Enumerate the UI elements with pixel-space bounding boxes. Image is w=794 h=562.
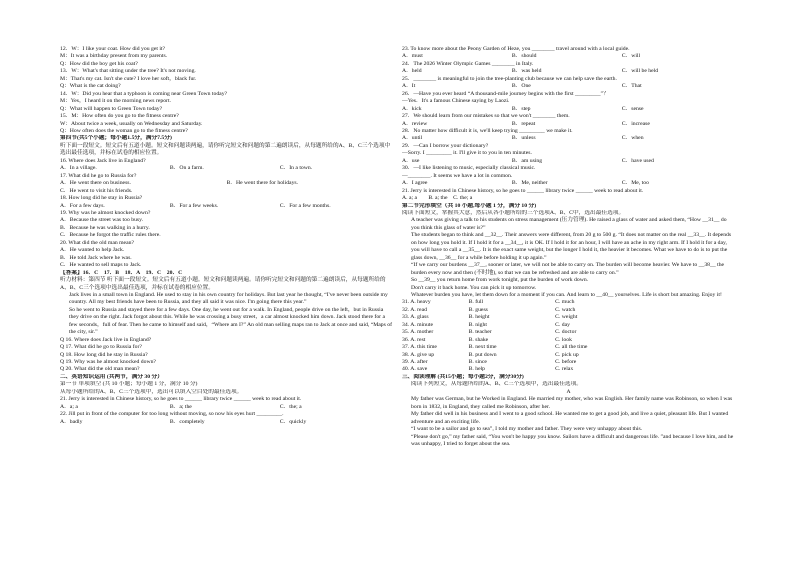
right-line-43: My father did well in his business and I went to a good school. He wanted me to get a good job, and live a quiet, pleasant life. But I wanted adventure and an exciting life. — [411, 411, 729, 425]
option-text: 37. A. this time — [402, 344, 437, 351]
left-line-41: 21. Jerry is interested in Chinese history, so he goes to ______ library twice ______ week to read about it. — [60, 396, 302, 403]
option-text: C．will — [621, 53, 641, 60]
left-line-34: Q 17. What did he go to Russia for? — [60, 344, 142, 351]
left-line-9: 15．M：How often do you go to the fitness centre? — [60, 113, 179, 120]
right-options-10 — [402, 121, 735, 128]
left-line-2: Q：How did the boy get his coat? — [60, 60, 138, 67]
right-line-2: 24．The 2026 Winter Olympic Games ________ in Italy. — [402, 60, 534, 67]
right-line-23: A teacher was giving a talk to his students on stress management (压力管理). He raised a glass of water and asked them, “How __31__ do you think this glass of water is?” — [411, 217, 727, 231]
right-options-5 — [402, 83, 735, 90]
left-line-28: C．He wanted to sell maps to Jack. — [60, 262, 142, 269]
option-text: C．quickly — [279, 418, 307, 425]
option-text: B. put down — [468, 351, 497, 358]
left-line-0: 12．W：I like your coat. How did you get it? — [60, 46, 166, 52]
option-text: B．On a farm. — [169, 165, 204, 172]
right-line-4: 25．________ is meaningful to join the tree-planting club because we can help save the earth. — [402, 75, 617, 82]
left-line-35: Q 18. How long did he stay in Russia? — [60, 351, 148, 358]
option-text: C．sense — [621, 105, 644, 112]
left-line-23: B．Because he was walking in a hurry. — [60, 224, 150, 231]
option-text: C. all the time — [555, 344, 588, 351]
right-line-40: 阅读下列短文，从每题所给的A、B、C三个选项中，选出最佳选项。 — [411, 381, 582, 388]
option-text: C. much — [555, 299, 575, 306]
option-text: C．when — [621, 135, 644, 142]
option-text: B. next time — [468, 344, 497, 351]
option-text: A．He went there on business. — [60, 180, 131, 187]
option-text: B．step — [511, 105, 531, 112]
left-line-21: 19. Why was he almost knocked down? — [60, 209, 151, 216]
right-line-45: “Please don't go,” my father said, “You won't be happy you know. Sailors have a difficult and dangerous life. ”and because I love him, and he was unhappy, I tried to forget about the sea. — [411, 433, 734, 448]
option-text: B．completely — [169, 418, 205, 425]
right-line-28: Whatever burden you have, let them down for a moment if you can. And learn to __40__ yourselves. Life is short but amazing. Enjoy it! — [411, 291, 722, 298]
left-line-10: W：About twice a week, usually on Wednesday and Saturday. — [60, 120, 203, 127]
left-line-33: Q 16. Where does Jack live in England? — [60, 336, 152, 343]
right-line-21: 第二节完形填空（共 10 小题,每小题 1 分，满分 10 分) — [402, 202, 537, 209]
right-options-29 — [402, 299, 735, 306]
left-line-31: Jack lives in a small town in England. He used to stay in his own country for holidays. But last year he thought, “I've never been outside my country. All my best friends have been to Russia, and they all said it was nice. I'm going there this year.” — [69, 291, 388, 306]
option-text: B. teacher — [468, 329, 492, 336]
right-line-20: A. a; a B. a; the C. the; a — [402, 195, 473, 202]
right-line-39: 三、阅读理解 (共15小题；每小题2分，满分30分) — [402, 373, 524, 380]
right-line-6: 26．—Have you ever heard “A thousand-mile journey begins with the first _________”？ — [402, 90, 609, 97]
option-text: C. look — [555, 336, 572, 343]
left-line-13: 听下面一段短文。短文后有五道小题。短文和问题读两遍，请你听完短文和问题的第二遍朗读后，从每题所给的A、B、C三个选项中选出最佳选项，并标在试卷的相应位置。 — [60, 142, 391, 157]
option-text: A．until — [402, 135, 423, 142]
left-line-22: A．Because the street was too busy. — [60, 217, 144, 224]
right-options-31 — [402, 314, 735, 321]
option-text: B．Me, neither — [511, 180, 548, 187]
right-line-24: The students began to think and __32__. Their answers were different, from 20 g to 500 g. “It does not matter on the real __33__. It depends on how long you hold it. If I hold it for a __34__, it is OK. If I hold it for an hour, I will have an ache in my right arm. If I hold it for a day, you will have to call a __35__. It is the exact same weight, but the longer I hold it, the heavier it becomes. What we have to do is to put the glass down, __36__ for a while before holding it up again.” — [411, 232, 732, 261]
option-text: C．will be held — [621, 68, 659, 75]
option-text: A．kick — [402, 105, 422, 112]
option-text: 33. A. glass — [402, 314, 429, 321]
right-line-0: 23. To know more about the Peony Garden of Heze, you ________ travel around with a local guide. — [402, 46, 630, 52]
left-line-27: B．He told Jack where he was. — [60, 254, 132, 261]
right-line-22: 阅读下面短文，掌握其大意，然后从各小题所给的三个选项A、B、C中，选出最佳选项。 — [402, 209, 625, 216]
left-line-39: 第一节 单项填空 (共 10 小题；每小题 1 分，满分 10 分) — [60, 381, 198, 388]
right-options-32 — [402, 322, 735, 329]
option-text: B. night — [468, 321, 487, 328]
option-text: B．For a few weeks. — [169, 202, 219, 209]
right-options-8 — [402, 106, 735, 113]
right-line-41: A — [566, 388, 571, 395]
left-line-14: 16. Where does Jack live in England? — [60, 157, 146, 164]
option-text: C. relax — [555, 366, 574, 373]
right-line-17: —________. It seems we have a lot in common. — [402, 172, 513, 179]
right-options-33 — [402, 329, 735, 336]
right-options-1 — [402, 53, 735, 60]
option-text: B. guess — [468, 306, 488, 313]
left-line-40: 从每小题所给的A、B、C三个选项中，选出可以填入空白处的最佳选项。 — [60, 388, 243, 395]
option-text: B. help — [468, 366, 486, 373]
option-text: 31. A. heavy — [402, 299, 431, 306]
option-text: C. before — [555, 359, 577, 366]
right-line-13: 29．—Can I borrow your dictionary? — [402, 142, 489, 149]
option-text: B. since — [468, 359, 487, 366]
left-line-38: 二、英语知识运用 (共两节，满分 30 分） — [60, 373, 163, 380]
right-options-37 — [402, 359, 735, 366]
option-text: 35. A. mother — [402, 329, 434, 336]
right-line-26: So __39__ you return home from work tonight, put the burden of work down. — [411, 277, 589, 284]
option-text: C．For a few months. — [279, 202, 331, 209]
option-text: A．held — [402, 68, 422, 75]
right-options-36 — [402, 352, 735, 359]
option-text: A．It — [402, 83, 416, 90]
option-text: C. day — [555, 321, 571, 328]
option-text: C．That — [621, 83, 642, 90]
option-text: C．the; a — [279, 403, 302, 410]
left-line-26: A．He wanted to help Jack. — [60, 247, 125, 254]
option-text: C. pick up — [555, 351, 579, 358]
left-line-16: 17. What did he go to Russia for? — [60, 172, 137, 179]
left-line-6: 14．W：Did you hear that a typhoon is coming near Green Town today? — [60, 90, 228, 97]
right-options-35 — [402, 344, 735, 351]
right-line-19: 21. Jerry is interested in Chinese history, so he goes to ______ library twice ______ week to read about it. — [402, 187, 644, 194]
left-line-30: 听力材料：第四节 听下面一段短文。短文后有五道小题。短文和问题读两遍。请你听完短文和问题的第二遍朗读后，从每题所给的A、B、C三个选项中选出最佳选项，并标在试卷的相应位置。 — [60, 277, 386, 291]
right-line-25: “If we carry our burdens __37__, sooner or later, we will not be able to carry on. The burden will become heavier. We have to __38__ the burden every now and then (不时地), so that we can be refreshed and are able to carry on.” — [411, 262, 725, 276]
right-options-3 — [402, 68, 735, 75]
option-text: B．a; the — [169, 403, 192, 410]
left-options-42 — [60, 404, 393, 411]
right-options-18 — [402, 180, 735, 187]
option-text: 34. A. minute — [402, 321, 433, 328]
option-text: C. doctor — [555, 329, 577, 336]
right-line-27: Don't carry it back home. You can pick it up tomorrow. — [411, 284, 537, 291]
option-text: C．Me, too — [621, 180, 649, 187]
option-text: 39. A. after — [402, 359, 428, 366]
right-line-7: —Yes．It's a famous Chinese saying by Laozi. — [402, 98, 510, 105]
option-text: C. weight — [555, 314, 578, 321]
right-options-15 — [402, 158, 735, 165]
right-options-38 — [402, 366, 735, 373]
left-line-25: 20. What did the old man mean? — [60, 239, 134, 246]
option-text: B. full — [468, 299, 484, 306]
right-options-12 — [402, 135, 735, 142]
option-text: A．For a few days. — [60, 202, 105, 209]
left-line-18: C．He went to visit his friends. — [60, 187, 133, 194]
option-text: A．a; a — [60, 403, 78, 410]
left-line-24: C．Because he forgot the traffic rules there. — [60, 232, 161, 239]
right-line-14: —Sorry. I _________ it. I'll give it to you in ten minutes. — [402, 150, 532, 157]
right-line-9: 27．We should learn from our mistakes so that we won't ________ them. — [402, 113, 570, 120]
option-text: C. watch — [555, 306, 576, 313]
option-text: B．unless — [511, 135, 536, 142]
option-text: C．increase — [621, 120, 650, 127]
right-line-16: 30．—I like listening to music, especially classical music. — [402, 165, 536, 172]
option-text: B．repeat — [511, 120, 536, 127]
left-line-5: Q：What is the cat doing? — [60, 83, 121, 90]
left-options-44 — [60, 419, 393, 426]
option-text: 36. A. rest — [402, 336, 426, 343]
left-line-8: Q：What will happen to Green Town today? — [60, 105, 163, 112]
left-line-36: Q 19. Why was he almost knocked down? — [60, 359, 156, 366]
left-options-20 — [60, 203, 393, 210]
option-text: A．review — [402, 120, 428, 127]
left-options-15 — [60, 165, 393, 172]
right-column — [402, 46, 735, 448]
option-text: 32. A. read — [402, 306, 427, 313]
option-text: 40. A. save — [402, 366, 428, 373]
option-text: A．must — [402, 53, 423, 60]
option-text: B．He went there for holidays. — [226, 180, 299, 187]
option-text: 38. A. give up — [402, 351, 435, 358]
left-column — [60, 46, 393, 426]
option-text: B. height — [468, 314, 490, 321]
left-line-29: 【答案】16．C 17．B 18．A 19．C 20．C — [60, 269, 183, 276]
option-text: B．should — [511, 53, 537, 60]
left-line-37: Q 20. What did the old man mean? — [60, 366, 140, 373]
left-line-32: So he went to Russia and stayed there for a few days. One day, he went out for a walk. In England, people drive on the left，but in Russia they drive on the right. Jack forgot about this. While he was crossing a busy street，a car almost knocked him down. Jack stood there for a few seconds，full of fear. Then he came to himself and said，“Where am I?” An old man selling maps ran to Jack at once and said, “Maps of the city, sir.” — [69, 306, 393, 336]
option-text: A．badly — [60, 418, 83, 425]
left-options-17 — [60, 180, 393, 187]
left-line-11: Q：How often does the woman go to the fitness centre? — [60, 127, 188, 134]
option-text: B．was held — [511, 68, 542, 75]
option-text: B. shake — [468, 336, 489, 343]
option-text: A．In a village. — [60, 165, 97, 172]
option-text: A．I agree — [402, 180, 428, 187]
left-line-12: 第四节(共5个小题；每小题1.5分，满分7.5分) — [60, 135, 172, 142]
left-line-1: M：It was a birthday present from my parents. — [60, 53, 168, 60]
option-text: C．In a town. — [279, 165, 313, 172]
option-text: C．have used — [621, 157, 654, 164]
left-line-3: 13．W：What's that sitting under the tree? It's not moving. — [60, 68, 196, 75]
right-options-34 — [402, 337, 735, 344]
right-line-42: My father was German, but he Worked in England. He married my mother, who was English. Her family name was Robinson, so when I was born in 1832, in England, they called me Robinson, after her. — [411, 396, 733, 410]
left-line-19: 18. How long did he stay in Russia? — [60, 195, 143, 202]
option-text: B．am using — [511, 157, 543, 164]
left-line-7: M：Yes，I heard it on the morning news report. — [60, 98, 171, 105]
right-line-11: 28．No matter how difficult it is, we'll keep trying _________ we make it. — [402, 127, 573, 134]
right-line-44: “I want to be a sailor and go to sea”, I told my mother and father. They were very unhappy about this. — [411, 426, 643, 433]
option-text: B．One — [511, 83, 531, 90]
option-text: A．use — [402, 157, 420, 164]
right-options-30 — [402, 307, 735, 314]
left-line-4: M：That's my cat. Isn't she cute? I love her soft，black fur. — [60, 75, 197, 82]
left-line-43: 22. Jill put in front of the computer for too long without moving, so now his eyes hurt _________. — [60, 411, 284, 418]
